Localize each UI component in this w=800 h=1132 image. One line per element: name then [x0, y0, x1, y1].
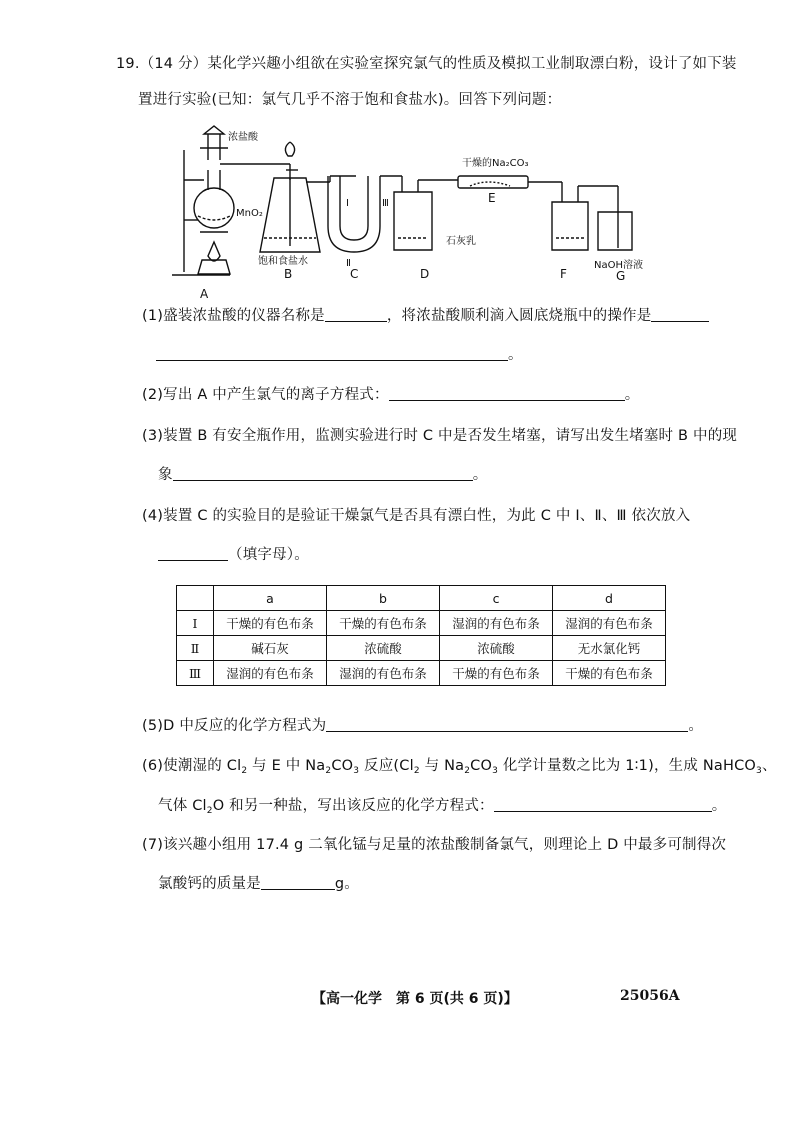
- table-row: [177, 636, 666, 661]
- q2-end: 。: [624, 387, 640, 403]
- q6-sub: 2: [464, 766, 471, 776]
- label-brine: 饱和食盐水: [258, 256, 308, 267]
- question-19-intro-line1: 19.（14 分）某化学兴趣小组欲在实验室探究氯气的性质及模拟工业制取漂白粉，设计了如下装: [116, 56, 737, 72]
- tube-e: [458, 176, 528, 188]
- q6-sub: 3: [492, 766, 499, 776]
- q6-text: 化学计量数之比为 1∶1)，生成 NaHCO: [498, 758, 757, 774]
- label-g: G: [616, 269, 626, 283]
- label-c: C: [350, 267, 359, 281]
- q6-end: 。: [711, 798, 727, 814]
- question-7-line2: [158, 874, 359, 894]
- q6-sub: 2: [413, 766, 420, 776]
- q6-text: (6)使潮湿的 Cl: [142, 758, 242, 774]
- question-6-line1: [142, 756, 777, 781]
- q1-text-b: ，将浓盐酸顺利滴入圆底烧瓶中的操作是: [386, 308, 652, 324]
- alcohol-lamp: [198, 260, 230, 274]
- reagent-table: [176, 585, 666, 686]
- table-cell: 湿润的有色布条: [553, 611, 666, 636]
- table-cell: 干燥的有色布条: [553, 661, 666, 686]
- question-1: [142, 306, 709, 326]
- table-cell: 湿润的有色布条: [327, 661, 440, 686]
- q6-text: 、: [761, 758, 777, 774]
- table-cell: 湿润的有色布条: [214, 661, 327, 686]
- table-header: b: [327, 586, 440, 611]
- apparatus-diagram: [170, 120, 670, 305]
- q6-text: CO: [470, 758, 493, 774]
- q2-text: (2)写出 A 中产生氯气的离子方程式：: [142, 387, 389, 403]
- q5-text: (5)D 中反应的化学方程式为: [142, 718, 327, 734]
- table-corner: [177, 586, 214, 611]
- exam-code: 25056A: [620, 988, 680, 1004]
- q6-text: 与 Na: [419, 758, 465, 774]
- q6-text: 与 E 中 Na: [247, 758, 326, 774]
- q1-blank-1[interactable]: [325, 307, 387, 322]
- table-header: c: [440, 586, 553, 611]
- question-3-line1: (3)装置 B 有安全瓶作用，监测实验进行时 C 中是否发生堵塞，请写出发生堵塞时 B 中的现: [142, 428, 738, 444]
- long-funnel: [285, 142, 294, 156]
- label-mno2: MnO₂: [236, 208, 263, 219]
- q6-text: 反应(Cl: [359, 758, 414, 774]
- q4-blank[interactable]: [158, 546, 228, 561]
- q6-sub: 2: [241, 766, 248, 776]
- beaker-g: [598, 212, 632, 250]
- label-d: D: [420, 267, 430, 281]
- q1-blank-2b[interactable]: [156, 346, 508, 361]
- q6-text: CO: [331, 758, 354, 774]
- label-roman-1: Ⅰ: [346, 198, 349, 209]
- q4-hint: （填字母）。: [228, 547, 309, 563]
- question-5: [142, 716, 703, 736]
- table-cell: 干燥的有色布条: [327, 611, 440, 636]
- q6-sub: 3: [353, 766, 360, 776]
- table-header: a: [214, 586, 327, 611]
- q3-text-end: 象: [158, 467, 173, 483]
- apparatus-svg: [170, 120, 670, 305]
- q5-end: 。: [688, 718, 704, 734]
- table-cell: 碱石灰: [214, 636, 327, 661]
- table-row: [177, 611, 666, 636]
- q6-sub: 2: [325, 766, 332, 776]
- label-lime-milk: 石灰乳: [446, 236, 476, 247]
- label-f: F: [560, 267, 567, 281]
- table-cell: 干燥的有色布条: [440, 661, 553, 686]
- q6-blank[interactable]: [494, 797, 712, 812]
- question-19-intro-line2: 置进行实验(已知：氯气几乎不溶于饱和食盐水)。回答下列问题：: [138, 92, 562, 108]
- q6-sub: 3: [756, 766, 762, 776]
- q7-text: 氯酸钙的质量是: [158, 876, 261, 892]
- label-roman-2: Ⅱ: [346, 258, 351, 269]
- question-4-line1: (4)装置 C 的实验目的是验证干燥氯气是否具有漂白性，为此 C 中 Ⅰ、Ⅱ、Ⅲ 依次放入: [142, 508, 691, 524]
- q1-text-a: (1)盛装浓盐酸的仪器名称是: [142, 308, 325, 324]
- bottle-f: [552, 202, 588, 250]
- row-label: Ⅲ: [177, 661, 214, 686]
- q7-blank[interactable]: [261, 875, 335, 890]
- table-cell: 浓硫酸: [440, 636, 553, 661]
- label-e: E: [488, 191, 496, 205]
- q6-text: O 和另一种盐，写出该反应的化学方程式：: [212, 798, 494, 814]
- q6-sub: 2: [206, 806, 213, 816]
- question-3-line2: [158, 465, 487, 485]
- q1-blank-2a[interactable]: [651, 307, 709, 322]
- table-header: d: [553, 586, 666, 611]
- table-cell: 无水氯化钙: [553, 636, 666, 661]
- flame: [208, 242, 220, 261]
- label-naoh: NaOH溶液: [594, 260, 643, 271]
- label-dry-na2co3: 干燥的Na₂CO₃: [462, 158, 529, 169]
- q6-text: 气体 Cl: [158, 798, 207, 814]
- question-1-line2: [156, 345, 523, 365]
- question-7-line1: (7)该兴趣小组用 17.4 g 二氧化锰与足量的浓盐酸制备氯气，则理论上 D 中最多可制得次: [142, 837, 727, 853]
- q3-end: 。: [472, 467, 488, 483]
- bottle-d: [394, 192, 432, 250]
- question-6-line2: [158, 796, 726, 821]
- q2-blank[interactable]: [389, 386, 625, 401]
- q1-end: 。: [508, 347, 523, 363]
- table-cell: 湿润的有色布条: [440, 611, 553, 636]
- table-cell: 浓硫酸: [327, 636, 440, 661]
- row-label: Ⅱ: [177, 636, 214, 661]
- table-cell: 干燥的有色布条: [214, 611, 327, 636]
- table-header-row: [177, 586, 666, 611]
- table-row: [177, 661, 666, 686]
- q7-unit: g。: [334, 876, 360, 892]
- label-b: B: [284, 267, 293, 281]
- label-a: A: [200, 287, 209, 301]
- round-bottom-flask: [194, 188, 234, 228]
- separatory-funnel: [204, 126, 224, 134]
- q5-blank[interactable]: [326, 717, 688, 732]
- question-2: [142, 385, 639, 405]
- label-conc-hcl: 浓盐酸: [228, 132, 258, 143]
- q3-blank[interactable]: [173, 466, 473, 481]
- question-4-line2: [158, 545, 309, 565]
- row-label: Ⅰ: [177, 611, 214, 636]
- u-tube-inner: [340, 176, 368, 240]
- label-roman-3: Ⅲ: [382, 198, 389, 209]
- page-footer: 【高一化学 第 6 页(共 6 页)】: [312, 991, 518, 1007]
